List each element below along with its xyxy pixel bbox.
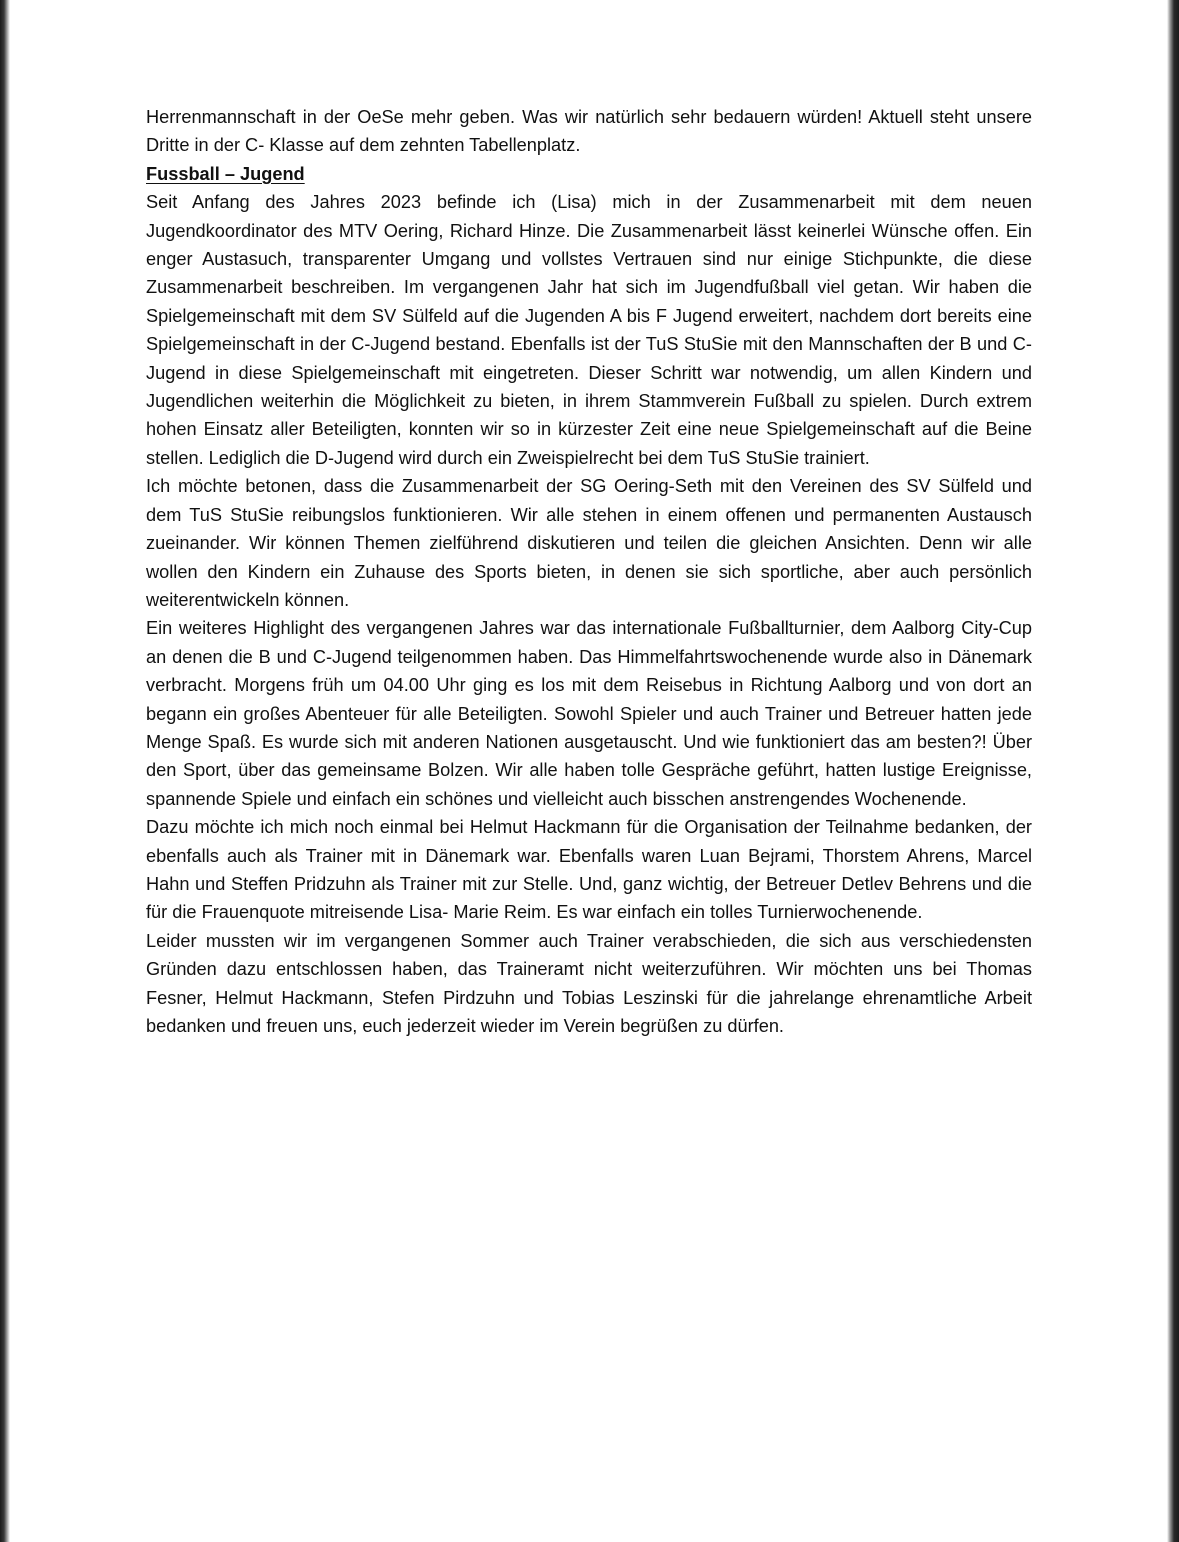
page-right-edge xyxy=(1167,0,1179,1542)
paragraph-1: Seit Anfang des Jahres 2023 befinde ich (Lisa) mich in der Zusammenarbeit mit dem neuen Jugendkoordinator des MTV Oering, Richard Hinze. Die Zusammenarbeit lässt keinerlei Wünsche offen. Ein enger Austasuch, transparenter Umgang und vollstes Vertrauen sind nur einige Stichpunkte, die diese Zusammenarbeit beschreiben. Im vergangenen Jahr hat sich im Jugendfußball viel getan. Wir haben die Spielgemeinschaft mit dem SV Sülfeld auf die Jugenden A bis F Jugend erweitert, nachdem dort bereits eine Spielgemeinschaft in der C-Jugend bestand. Ebenfalls ist der TuS StuSie mit den Mannschaften der B und C-Jugend in diese Spielgemeinschaft mit eingetreten. Dieser Schritt war notwendig, um allen Kindern und Jugendlichen weiterhin die Möglichkeit zu bieten, in ihrem Stammverein Fußball zu spielen. Durch extrem hohen Einsatz aller Beteiligten, konnten wir so in kürzester Zeit eine neue Spielgemeinschaft auf die Beine stellen. Lediglich die D-Jugend wird durch ein Zweispielrecht bei dem TuS StuSie trainiert. xyxy=(146,192,1032,468)
page-left-edge xyxy=(0,0,10,1542)
paragraph-2: Ich möchte betonen, dass die Zusammenarbeit der SG Oering-Seth mit den Vereinen des SV Sülfeld und dem TuS StuSie reibungslos funktionieren. Wir alle stehen in einem offenen und permanenten Austausch zueinander. Wir können Themen zielführend diskutieren und teilen die gleichen Ansichten. Denn wir alle wollen den Kindern ein Zuhause des Sports bieten, in denen sie sich sportliche, aber auch persönlich weiterentwickeln können. xyxy=(146,476,1032,610)
section-heading: Fussball – Jugend xyxy=(146,163,305,184)
paragraph-4: Dazu möchte ich mich noch einmal bei Helmut Hackmann für die Organisation der Teilnahme bedanken, der ebenfalls auch als Trainer mit in Dänemark war. Ebenfalls waren Luan Bejrami, Thorstem Ahrens, Marcel Hahn und Steffen Pridzuhn als Trainer mit zur Stelle. Und, ganz wichtig, der Betreuer Detlev Behrens und die für die Frauenquote mitreisende Lisa- Marie Reim. Es war einfach ein tolles Turnierwochenende. xyxy=(146,817,1032,923)
paragraph-5: Leider mussten wir im vergangenen Sommer auch Trainer verabschieden, die sich aus verschiedensten Gründen dazu entschlossen haben, das Traineramt nicht weiterzuführen. Wir möchten uns bei Thomas Fesner, Helmut Hackmann, Stefen Pirdzuhn und Tobias Leszinski für die jahrelange ehrenamtliche Arbeit bedanken und freuen uns, euch jederzeit wieder im Verein begrüßen zu dürfen. xyxy=(146,930,1032,1036)
document-page xyxy=(146,103,1032,1040)
paragraph-3: Ein weiteres Highlight des vergangenen Jahres war das internationale Fußballturnier, dem Aalborg City-Cup an denen die B und C-Jugend teilgenommen haben. Das Himmelfahrtswochenende wurde also in Dänemark verbracht. Morgens früh um 04.00 Uhr ging es los mit dem Reisebus in Richtung Aalborg und von dort an begann ein großes Abenteuer für alle Beteiligten. Sowohl Spieler und auch Trainer und Betreuer hatten jede Menge Spaß. Es wurde sich mit anderen Nationen ausgetauscht. Und wie funktioniert das am besten?! Über den Sport, über das gemeinsame Bolzen. Wir alle haben tolle Gespräche geführt, hatten lustige Ereignisse, spannende Spiele und einfach ein schönes und vielleicht auch bisschen anstrengendes Wochenende. xyxy=(146,618,1032,809)
intro-paragraph: Herrenmannschaft in der OeSe mehr geben. Was wir natürlich sehr bedauern würden! Aktuell steht unsere Dritte in der C- Klasse auf dem zehnten Tabellenplatz. xyxy=(146,107,1032,156)
